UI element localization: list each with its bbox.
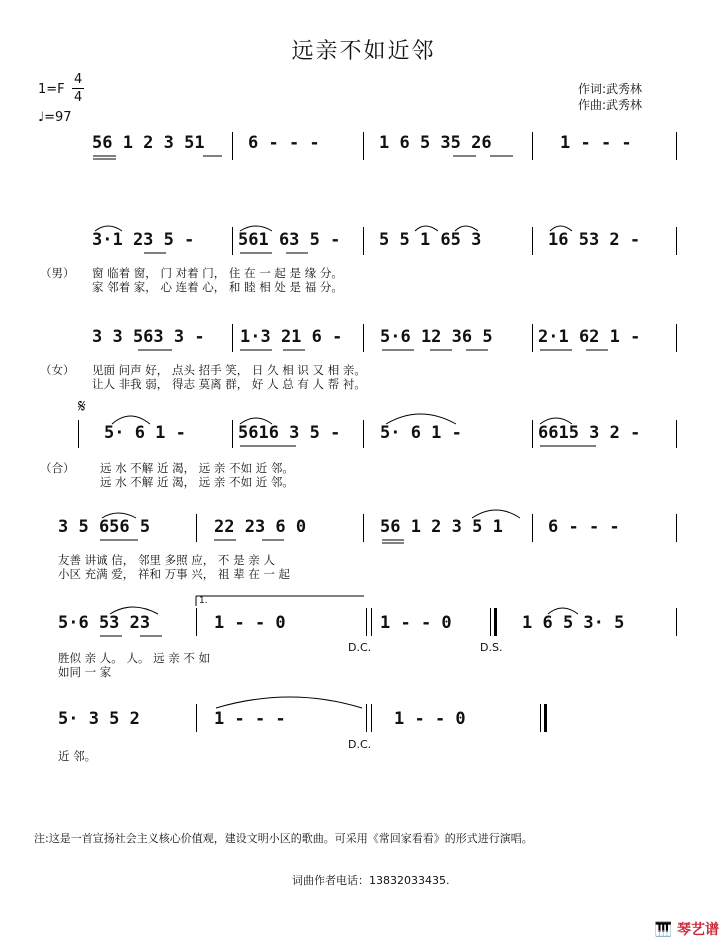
measure-2: 6 - - - (248, 133, 320, 153)
measure-3: 5·6 12 36 5 (380, 327, 493, 347)
dc-marking: D.C. (348, 738, 372, 751)
voice-label: （女） (40, 363, 75, 377)
measure-4: 6615 3 2 - (538, 423, 641, 443)
measure-1: 5· 6 1 - (104, 423, 186, 443)
score-system-6 (0, 594, 727, 684)
measure-3: 1 - - 0 (394, 709, 466, 729)
dc-marking: D.C. (348, 641, 372, 654)
measure-4: 2·1 62 1 - (538, 327, 641, 347)
measure-2: 1 - - 0 (214, 613, 286, 633)
measure-4: 1 - - - (560, 133, 632, 153)
lyricist-credit: 作词:武秀林 (578, 82, 643, 96)
score-system-7 (0, 700, 727, 770)
measure-1: 56 1 2 3 51 (92, 133, 205, 153)
measure-3: 5· 6 1 - (380, 423, 462, 443)
key-signature: 1=F (38, 82, 65, 97)
lyrics-verse-2: 如同 一 家 (58, 665, 112, 679)
logo-text: 琴艺谱 (677, 922, 719, 938)
score-system-3 (0, 322, 727, 392)
measure-4: 16 53 2 - (548, 230, 641, 250)
time-signature-top: 4 (74, 72, 83, 87)
measure-1: 3·1 23 5 - (92, 230, 195, 250)
beam-lines (0, 132, 727, 172)
lyrics-verse-2: 家 邻着 家， 心 连着 心， 和 睦 相 处 是 福 分。 (92, 280, 343, 294)
score-system-5 (0, 512, 727, 582)
measure-4: 1 6 5 3· 5 (522, 613, 625, 633)
voice-label: （合） (40, 461, 75, 475)
lyrics-verse-2: 小区 充满 爱， 祥和 万事 兴， 祖 辈 在 一 起 (58, 567, 291, 581)
measure-1: 3 3 563 3 - (92, 327, 205, 347)
lyrics-verse-1: 近 邻。 (58, 749, 97, 763)
segno-icon: 𝄋 (78, 396, 86, 417)
score-system-2 (0, 225, 727, 295)
measure-4: 6 - - - (548, 517, 620, 537)
measure-3: 5 5 1 65 3 (379, 230, 482, 250)
voice-label: （男） (40, 266, 75, 280)
measure-1: 3 5 656 5 (58, 517, 151, 537)
measure-3: 1 6 5 35 26 (379, 133, 492, 153)
tie-slur (0, 700, 727, 770)
lyrics-verse-2: 让人 非我 弱， 得志 莫离 群， 好 人 总 有 人 帮 衬。 (92, 377, 366, 391)
lyrics-verse-1: 见面 问声 好， 点头 招手 笑， 日 久 相 识 又 相 亲。 (92, 363, 366, 377)
lyrics-verse-2: 远 水 不解 近 渴， 远 亲 不如 近 邻。 (100, 475, 294, 489)
lyrics-verse-1: 胜似 亲 人。 人。 远 亲 不 如 (58, 651, 211, 665)
composer-credit: 作曲:武秀林 (578, 98, 643, 112)
score-system-4 (0, 396, 727, 490)
measure-1: 5· 3 5 2 (58, 709, 140, 729)
measure-3: 56 1 2 3 5 1 (380, 517, 503, 537)
time-signature-line (72, 88, 84, 89)
site-logo (655, 919, 719, 939)
measure-2: 1·3 21 6 - (240, 327, 343, 347)
lyrics-verse-1: 友善 讲诚 信， 邻里 多照 应， 不 是 亲 人 (58, 553, 275, 567)
piano-icon: 🎹 (654, 922, 673, 938)
lyrics-verse-1: 窗 临着 窗， 门 对着 门， 住 在 一 起 是 缘 分。 (92, 266, 343, 280)
measure-2: 1 - - - (214, 709, 286, 729)
composer-contact: 词曲作者电话：13832033435. (292, 874, 450, 887)
footnote: 注:这是一首宣扬社会主义核心价值观，建设文明小区的歌曲。可采用《常回家看看》的形式进行演唱。 (34, 832, 533, 845)
score-system-1 (0, 132, 727, 172)
ds-marking: D.S. (480, 641, 503, 654)
measure-2: 561 63 5 - (238, 230, 341, 250)
measure-2: 22 23 6 0 (214, 517, 307, 537)
time-signature-bottom: 4 (74, 90, 83, 105)
song-title: 远亲不如近邻 (291, 39, 436, 64)
measure-2: 5616 3 5 - (238, 423, 341, 443)
measure-1: 5·6 53 23 (58, 613, 151, 633)
lyrics-verse-1: 远 水 不解 近 渴， 远 亲 不如 近 邻。 (100, 461, 294, 475)
volta-number: 1. (199, 596, 208, 606)
tempo-marking: ♩=97 (38, 110, 72, 125)
measure-3: 1 - - 0 (380, 613, 452, 633)
